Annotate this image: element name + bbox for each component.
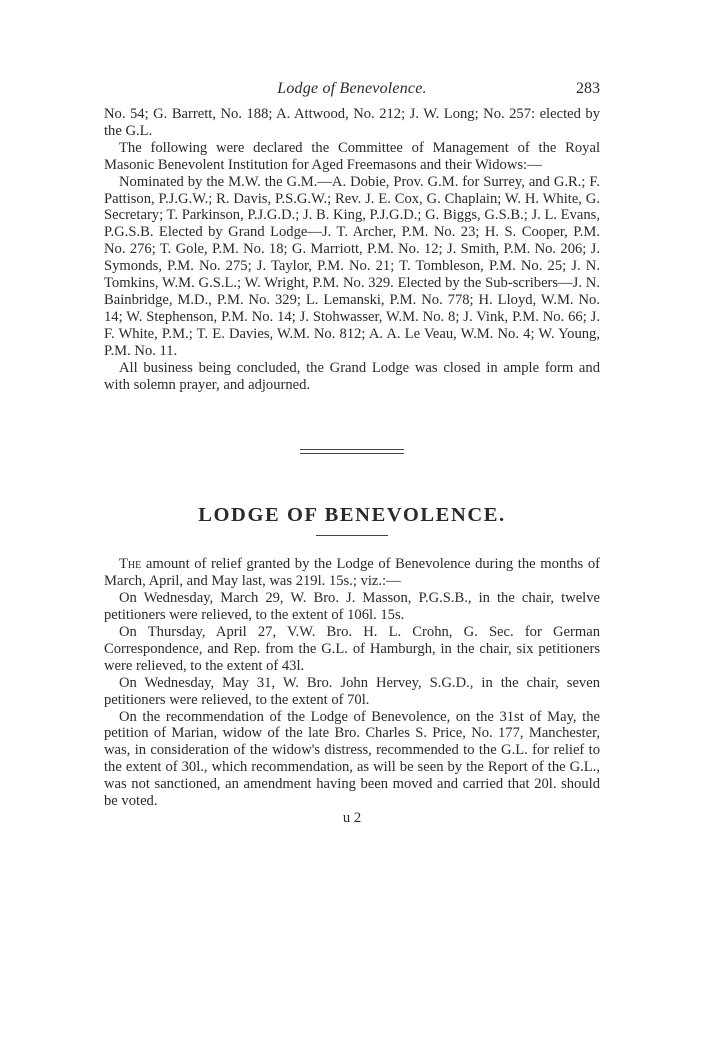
paragraph-text: amount of relief granted by the Lodge of Benevolence during the months of March, April, and May last, was 219l. 15s.; viz.:—	[104, 556, 600, 590]
paragraph: All business being concluded, the Grand Lodge was closed in ample form and with solemn prayer, and adjourned.	[104, 359, 600, 393]
signature-mark: u 2	[342, 810, 362, 826]
section-lodge-of-benevolence	[104, 556, 600, 810]
paragraph: The following were declared the Committee of Management of the Royal Masonic Benevolent Institution for Aged Freemasons and their Widows:—	[104, 139, 600, 173]
paragraph: On Wednesday, March 29, W. Bro. J. Masson, P.G.S.B., in the chair, twelve petitioners were relieved, to the extent of 106l. 15s.	[104, 590, 600, 624]
paragraph: On Wednesday, May 31, W. Bro. John Hervey, S.G.D., in the chair, seven petitioners were relieved, to the extent of 70l.	[104, 674, 600, 708]
section-title: LODGE OF BENEVOLENCE.	[198, 504, 506, 527]
running-header	[104, 80, 600, 106]
paragraph: No. 54; G. Barrett, No. 188; A. Attwood, No. 212; J. W. Long; No. 257: elected by the G.L.	[104, 106, 600, 139]
section-grand-lodge-continued	[104, 106, 600, 393]
paragraph: Nominated by the M.W. the G.M.—A. Dobie, Prov. G.M. for Surrey, and G.R.; F. Pattison, P.J.G.W.; R. Davis, P.S.G.W.; Rev. J. E. Cox, G. Chaplain; W. H. White, G. Secretary; T. Parkinson, P.J.G.D.; J. B. King, P.J.G.D.; G. Biggs, G.S.B.; J. L. Evans, P.G.S.B. Elected by Grand Lodge—J. T. Archer, P.M. No. 23; H. S. Cooper, P.M. No. 276; T. Gole, P.M. No. 18; G. Marriott, P.M. No. 12; J. Smith, P.M. No. 206; J. Symonds, P.M. No. 275; J. Taylor, P.M. No. 21; T. Tombleson, P.M. No. 25; J. N. Tomkins, W.M. G.S.L.; W. Wright, P.M. No. 329. Elected by the Sub-scribers—J. N. Bainbridge, M.D., P.M. No. 329; L. Lemanski, P.M. No. 778; H. Lloyd, W.M. No. 14; W. Stephenson, P.M. No. 14; J. Stohwasser, W.M. No. 8; J. Vink, P.M. No. 66; J. F. White, P.M.; T. E. Davies, W.M. No. 812; A. A. Le Veau, W.M. No. 4; W. Young, P.M. No. 11.	[104, 173, 600, 359]
running-title: Lodge of Benevolence.	[277, 80, 427, 97]
lead-word: The	[119, 556, 142, 573]
paragraph: On the recommendation of the Lodge of Benevolence, on the 31st of May, the petition of Marian, widow of the late Bro. Charles S. Price, No. 177, Manchester, was, in consideration of the widow's distress, recommended to the G.L. for relief to the extent of 30l., which recommendation, as will be seen by the Report of the G.L., was not sanctioned, an amendment having been moved and carried that 20l. should be voted.	[104, 708, 600, 810]
paragraph	[104, 556, 600, 590]
book-page	[104, 80, 600, 826]
page-number: 283	[576, 80, 600, 97]
paragraph: On Thursday, April 27, V.W. Bro. H. L. Crohn, G. Sec. for German Correspondence, and Rep. from the G.L. of Hamburgh, in the chair, six petitioners were relieved, to the extent of 43l.	[104, 624, 600, 674]
